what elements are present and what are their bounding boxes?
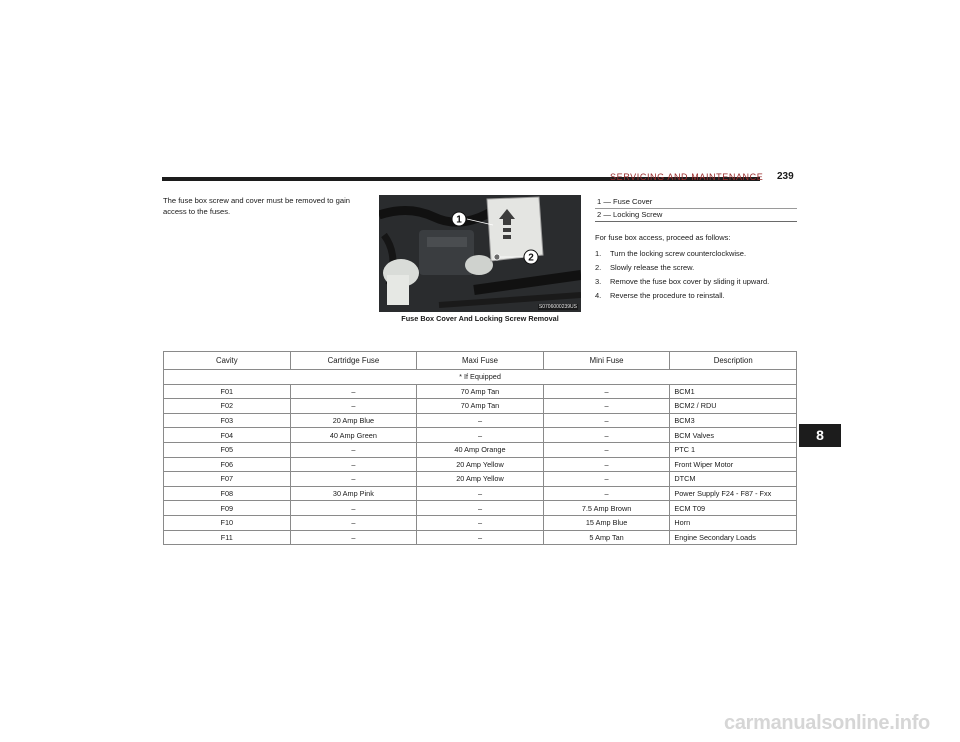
figure-code: S0706000239US: [538, 304, 577, 310]
table-cell: ECM T09: [670, 501, 797, 516]
callout-1: [452, 212, 466, 226]
table-row: [164, 384, 797, 399]
legend-item: 2 — Locking Screw: [595, 208, 797, 222]
table-cell: –: [290, 399, 417, 414]
table-row: [164, 428, 797, 443]
table-cell: –: [417, 501, 544, 516]
table-cell: F06: [164, 457, 291, 472]
svg-text:1: 1: [456, 214, 462, 226]
table-cell: –: [290, 472, 417, 487]
section-title: SERVICING AND MAINTENANCE: [610, 172, 764, 182]
table-cell: 20 Amp Blue: [290, 413, 417, 428]
table-row: [164, 486, 797, 501]
table-cell: –: [417, 413, 544, 428]
table-cell: 7.5 Amp Brown: [543, 501, 670, 516]
table-row: [164, 442, 797, 457]
figure-caption: Fuse Box Cover And Locking Screw Removal: [401, 314, 559, 323]
table-note-row: [164, 370, 797, 385]
fuse-table: [163, 351, 797, 545]
legend-item: 1 — Fuse Cover: [597, 197, 653, 206]
table-cell: 40 Amp Orange: [417, 442, 544, 457]
table-cell: Horn: [670, 515, 797, 530]
procedure-intro: For fuse box access, proceed as follows:: [595, 233, 731, 242]
procedure-step: [595, 275, 800, 289]
table-cell: F01: [164, 384, 291, 399]
table-cell: F10: [164, 515, 291, 530]
table-cell: BCM2 / RDU: [670, 399, 797, 414]
table-cell: –: [290, 515, 417, 530]
table-row: [164, 457, 797, 472]
column-header: Mini Fuse: [543, 352, 670, 370]
intro-paragraph: The fuse box screw and cover must be removed to gain access to the fuses.: [163, 196, 350, 216]
page-number: 239: [777, 171, 794, 182]
table-cell: F04: [164, 428, 291, 443]
table-cell: 15 Amp Blue: [543, 515, 670, 530]
table-cell: DTCM: [670, 472, 797, 487]
table-cell: PTC 1: [670, 442, 797, 457]
table-cell: Engine Secondary Loads: [670, 530, 797, 545]
table-row: [164, 501, 797, 516]
table-cell: –: [543, 486, 670, 501]
figure-legend: [595, 196, 797, 222]
table-cell: –: [543, 428, 670, 443]
chapter-tab: 8: [799, 424, 841, 447]
step-number: 1.: [595, 249, 602, 258]
table-cell: –: [417, 486, 544, 501]
table-cell: Power Supply F24 - F87 - Fxx: [670, 486, 797, 501]
column-header: Description: [670, 352, 797, 370]
table-row: [164, 472, 797, 487]
table-cell: BCM1: [670, 384, 797, 399]
table-cell: F02: [164, 399, 291, 414]
table-row: [164, 399, 797, 414]
column-header: Cartridge Fuse: [290, 352, 417, 370]
table-note: * If Equipped: [164, 370, 797, 385]
table-cell: 70 Amp Tan: [417, 399, 544, 414]
step-number: 3.: [595, 277, 602, 286]
table-cell: –: [417, 515, 544, 530]
table-cell: BCM Valves: [670, 428, 797, 443]
footer-watermark: carmanualsonline.info: [724, 712, 930, 734]
table-cell: F09: [164, 501, 291, 516]
table-cell: F08: [164, 486, 291, 501]
table-cell: –: [543, 442, 670, 457]
column-header: Maxi Fuse: [417, 352, 544, 370]
table-header-row: [164, 352, 797, 370]
table-cell: Front Wiper Motor: [670, 457, 797, 472]
procedure: [595, 233, 800, 303]
table-cell: –: [290, 530, 417, 545]
engine-bay-illustration: [379, 195, 581, 312]
table-cell: F05: [164, 442, 291, 457]
table-cell: 30 Amp Pink: [290, 486, 417, 501]
table-cell: –: [290, 442, 417, 457]
table-row: [164, 413, 797, 428]
step-number: 2.: [595, 263, 602, 272]
table-row: [164, 515, 797, 530]
table-row: [164, 530, 797, 545]
fuse-box-figure: [379, 195, 581, 312]
table-cell: 20 Amp Yellow: [417, 472, 544, 487]
table-cell: BCM3: [670, 413, 797, 428]
procedure-step: [595, 289, 800, 303]
table-cell: 5 Amp Tan: [543, 530, 670, 545]
table-cell: 40 Amp Green: [290, 428, 417, 443]
table-cell: –: [417, 428, 544, 443]
table-cell: 20 Amp Yellow: [417, 457, 544, 472]
table-cell: –: [543, 413, 670, 428]
procedure-step: [595, 261, 800, 275]
table-cell: –: [290, 457, 417, 472]
table-cell: –: [417, 530, 544, 545]
step-number: 4.: [595, 291, 602, 300]
step-text: Turn the locking screw counterclockwise.: [610, 249, 747, 258]
procedure-step: [595, 247, 800, 261]
step-text: Remove the fuse box cover by sliding it upward.: [610, 277, 770, 286]
table-cell: –: [543, 472, 670, 487]
table-cell: –: [543, 399, 670, 414]
table-cell: F07: [164, 472, 291, 487]
table-cell: –: [290, 501, 417, 516]
column-header: Cavity: [164, 352, 291, 370]
table-cell: –: [543, 384, 670, 399]
svg-text:2: 2: [528, 252, 534, 264]
step-text: Reverse the procedure to reinstall.: [610, 291, 725, 300]
callout-2: [524, 250, 538, 264]
table-cell: –: [290, 384, 417, 399]
table-cell: F11: [164, 530, 291, 545]
table-cell: F03: [164, 413, 291, 428]
step-text: Slowly release the screw.: [610, 263, 695, 272]
table-cell: 70 Amp Tan: [417, 384, 544, 399]
table-cell: –: [543, 457, 670, 472]
